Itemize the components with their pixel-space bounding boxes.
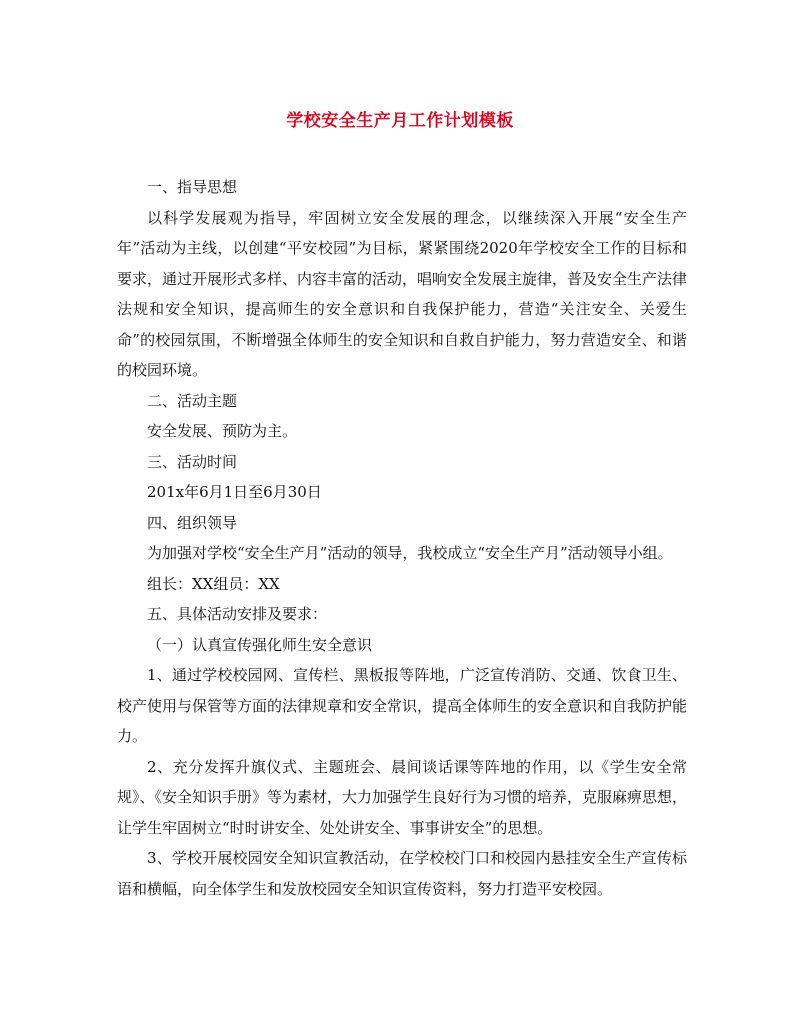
heading-guiding-ideology: 一、指导思想 — [147, 178, 238, 196]
heading-organization: 四、组织领导 — [147, 513, 238, 532]
heading-arrangements: 五、具体活动安排及要求： — [147, 605, 328, 623]
paragraph-activity-theme: 安全发展、预防为主。 — [147, 422, 298, 440]
document-title: 学校安全生产月工作计划模板 — [286, 111, 514, 131]
list-item-2: 2、充分发挥升旗仪式、主题班会、晨间谈话课等阵地的作用，以《学生安全常规》、《安全知识手册》等为素材，大力加强学生良好行为习惯的培养，克服麻痹思想，让学生牢固树立“时时讲安全、处处讲安全、事事讲安全”的思想。 — [117, 757, 688, 837]
document-body — [117, 172, 687, 904]
paragraph-members: 组长：XX组员：XX — [147, 574, 280, 593]
heading-activity-time: 三、活动时间 — [147, 452, 238, 471]
list-item-1: 1、通过学校校园网、宣传栏、黑板报等阵地，广泛宣传消防、交通、饮食卫生、校产使用与保管等方面的法律规章和安全常识，提高全体师生的安全意识和自我防护能力。 — [117, 666, 688, 745]
paragraph-guiding-ideology: 以科学发展观为指导，牢固树立安全发展的理念，以继续深入开展“安全生产年”活动为主线，以创建“平安校园”为目标，紧紧围绕2020年学校安全工作的目标和要求，通过开展形式多样、内容丰富的活动，唱响安全发展主旋律，普及安全生产法律法规和安全知识，提高师生的安全意识和自我保护能力，营造“关注安全、关爱生命”的校园氛围，不断增强全体师生的安全知识和自救自护能力，努力营造安全、和谐的校园环境。 — [117, 208, 688, 379]
paragraph-activity-time: 201x年6月1日至6月30日 — [147, 483, 322, 501]
list-item-3: 3、学校开展校园安全知识宣教活动，在学校校门口和校园内悬挂安全生产宣传标语和横幅，向全体学生和发放校园安全知识宣传资料，努力打造平安校园。 — [117, 849, 687, 898]
paragraph-organization: 为加强对学校“安全生产月”活动的领导，我校成立“安全生产月”活动领导小组。 — [147, 544, 673, 562]
heading-activity-theme: 二、活动主题 — [147, 391, 238, 410]
subheading-awareness: （一）认真宣传强化师生安全意识 — [147, 635, 373, 654]
